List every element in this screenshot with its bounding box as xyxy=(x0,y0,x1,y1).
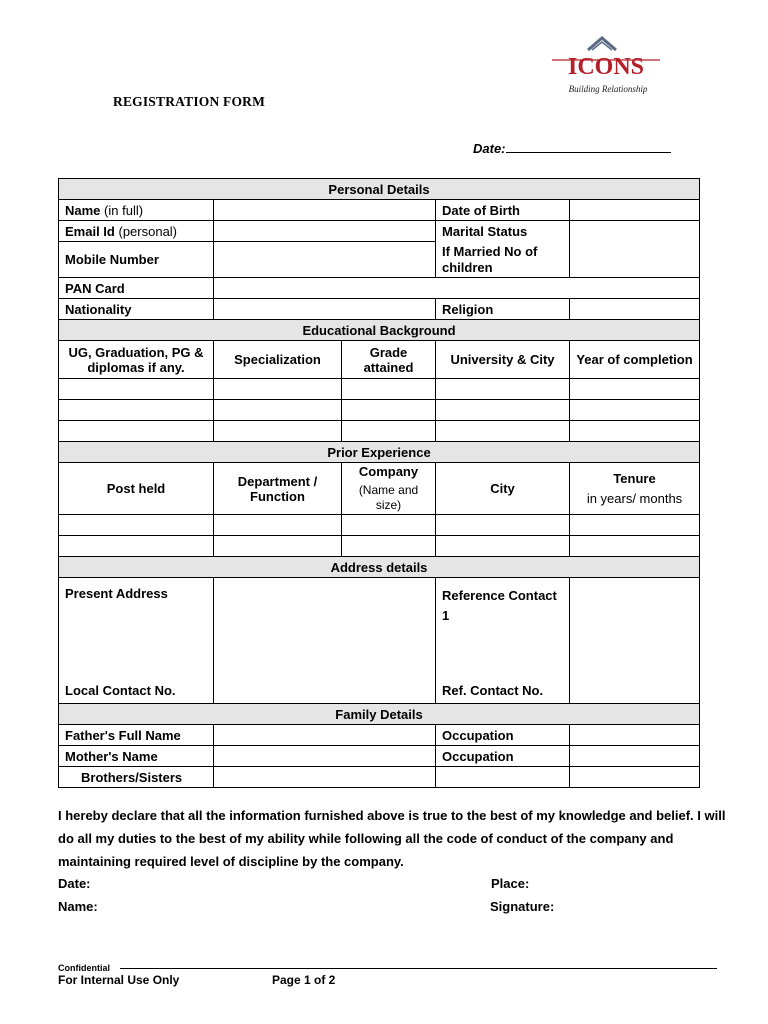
section-education: Educational Background xyxy=(59,320,700,341)
exp-row xyxy=(59,536,700,557)
mobile-input[interactable] xyxy=(214,242,436,278)
exp-header-tenure: Tenure in years/ months xyxy=(570,463,700,515)
edu-header-specialization: Specialization xyxy=(214,341,342,379)
reference-input[interactable] xyxy=(570,578,700,704)
mother-input[interactable] xyxy=(214,746,436,767)
father-input[interactable] xyxy=(214,725,436,746)
mother-occupation-label: Occupation xyxy=(436,746,570,767)
nationality-input[interactable] xyxy=(214,299,436,320)
section-personal-details: Personal Details xyxy=(59,179,700,200)
section-experience: Prior Experience xyxy=(59,442,700,463)
exp-row xyxy=(59,515,700,536)
date-field[interactable] xyxy=(473,140,671,156)
section-address: Address details xyxy=(59,557,700,578)
reference-contact-label: Reference Contact 1 xyxy=(442,587,557,623)
reference-label-cell xyxy=(436,578,570,704)
edu-row xyxy=(59,400,700,421)
religion-input[interactable] xyxy=(570,299,700,320)
siblings-extra-input[interactable] xyxy=(436,767,570,788)
exp-header-company: Company (Name and size) xyxy=(342,463,436,515)
email-input[interactable] xyxy=(214,221,436,242)
marital-children-label xyxy=(436,221,570,278)
ref-contact-no-label: Ref. Contact No. xyxy=(442,682,544,698)
dob-input[interactable] xyxy=(570,200,700,221)
logo-tagline: Building Relationship xyxy=(568,84,648,94)
father-occupation-input[interactable] xyxy=(570,725,700,746)
date-blank[interactable] xyxy=(506,140,671,153)
edu-header-degree: UG, Graduation, PG & diplomas if any. xyxy=(59,341,214,379)
company-logo xyxy=(536,32,676,104)
local-contact-label: Local Contact No. xyxy=(65,682,176,698)
section-family: Family Details xyxy=(59,704,700,725)
father-label: Father's Full Name xyxy=(59,725,214,746)
name-input[interactable] xyxy=(214,200,436,221)
edu-row xyxy=(59,421,700,442)
siblings-input[interactable] xyxy=(214,767,436,788)
edu-header-grade: Grade attained xyxy=(342,341,436,379)
present-address-label-cell xyxy=(59,578,214,704)
email-label: Email Id (personal) xyxy=(59,221,214,242)
father-occupation-label: Occupation xyxy=(436,725,570,746)
mother-occupation-input[interactable] xyxy=(570,746,700,767)
sign-name-label: Name: xyxy=(58,899,98,914)
edu-header-university: University & City xyxy=(436,341,570,379)
pan-label: PAN Card xyxy=(59,278,214,299)
edu-header-year: Year of completion xyxy=(570,341,700,379)
declaration-text: I hereby declare that all the information furnished above is true to the best of my knowledge and belief. I will do all my duties to the best of my ability while following all the code of conduct of the company and maintaining required level of discipline by the company. xyxy=(58,808,726,869)
signature-label: Signature: xyxy=(490,899,555,914)
page-title: REGISTRATION FORM xyxy=(113,94,266,109)
children-label: If Married No of children xyxy=(442,244,538,275)
edu-row xyxy=(59,379,700,400)
marital-status-label: Marital Status xyxy=(442,224,528,239)
internal-use-label: For Internal Use Only xyxy=(58,973,180,987)
mobile-label: Mobile Number xyxy=(59,242,214,278)
logo-brand: ICONS xyxy=(567,54,645,80)
exp-header-post: Post held xyxy=(59,463,214,515)
footer-divider xyxy=(120,968,717,969)
present-address-input[interactable] xyxy=(214,578,436,704)
confidential-label: Confidential xyxy=(58,963,110,973)
siblings-label: Brothers/Sisters xyxy=(59,767,214,788)
nationality-label: Nationality xyxy=(59,299,214,320)
exp-header-city: City xyxy=(436,463,570,515)
registration-table xyxy=(58,178,700,788)
siblings-extra-input-2[interactable] xyxy=(570,767,700,788)
present-address-label: Present Address xyxy=(65,585,168,601)
logo-graphic xyxy=(536,32,676,104)
sign-date-label: Date: xyxy=(58,876,91,891)
page-number: Page 1 of 2 xyxy=(272,973,336,987)
exp-header-department: Department / Function xyxy=(214,463,342,515)
date-label: Date: xyxy=(473,141,506,156)
mother-label: Mother's Name xyxy=(59,746,214,767)
sign-place-label: Place: xyxy=(491,876,530,891)
dob-label: Date of Birth xyxy=(436,200,570,221)
marital-children-input[interactable] xyxy=(570,221,700,278)
religion-label: Religion xyxy=(436,299,570,320)
name-label: Name (in full) xyxy=(59,200,214,221)
pan-input[interactable] xyxy=(214,278,700,299)
